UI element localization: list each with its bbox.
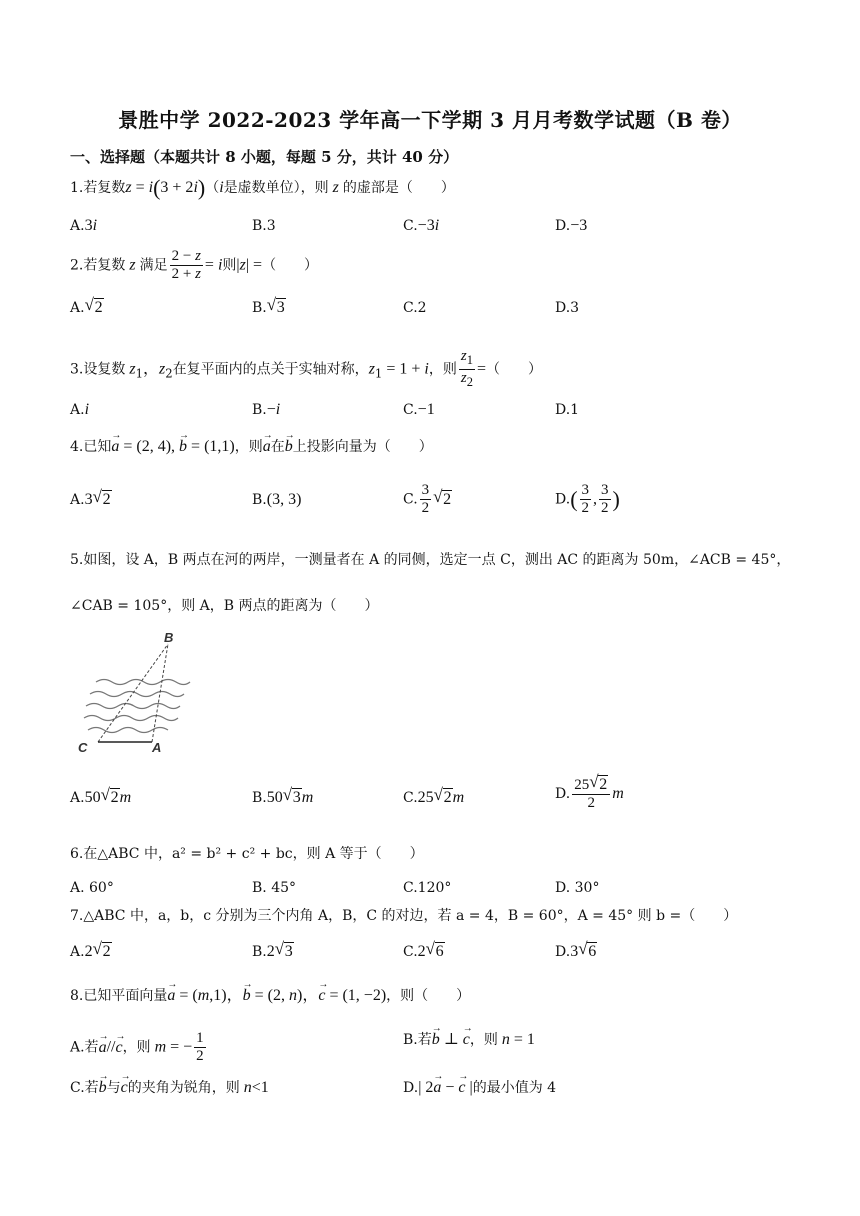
- section-heading: 一、选择题（本题共计 8 小题，每题 5 分，共计 40 分）: [70, 148, 459, 166]
- q4-option-c[interactable]: C. $\frac{3}{2}$ √ 2: [403, 482, 452, 516]
- q8-option-b[interactable]: B.若→ b ⊥ → c，则 n = 1: [403, 1030, 535, 1050]
- label-b: B: [164, 630, 174, 645]
- q1-option-c[interactable]: C.−3i: [403, 217, 440, 234]
- q1-options: [70, 216, 810, 240]
- question-1: 1.若复数z = i(3 + 2i)（i是虚数单位），则 z 的虚部是（ ）: [70, 175, 455, 200]
- q5-option-d[interactable]: D. 25 √ 2 2 m: [555, 772, 624, 811]
- q5-options: [70, 772, 810, 812]
- q3-option-b[interactable]: B.−i: [252, 401, 281, 418]
- q7-options: [70, 939, 810, 966]
- q4-options: [70, 482, 810, 516]
- q2-option-d[interactable]: D.3: [555, 300, 580, 316]
- q6-options: [70, 878, 810, 902]
- q6-option-c[interactable]: C.120°: [403, 880, 452, 896]
- q1-option-b[interactable]: B.3: [252, 218, 276, 234]
- q7-option-b[interactable]: B.2 √ 3: [252, 939, 293, 960]
- q4-option-a[interactable]: A.3 √ 2: [70, 487, 111, 508]
- q7-option-a[interactable]: A.2 √ 2: [70, 939, 111, 960]
- question-6: 6.在△ABC 中，a² = b² + c² + bc，则 A 等于（ ）: [70, 846, 424, 862]
- q6-option-a[interactable]: A. 60°: [70, 880, 114, 896]
- q5-option-b[interactable]: B.50 √ 3m: [252, 785, 314, 806]
- q8-option-a[interactable]: A.若→ a//→ c，则 m = − $\frac{1}{2}$: [70, 1030, 208, 1065]
- q4-option-b[interactable]: B.(3, 3): [252, 491, 302, 508]
- question-7: 7.△ABC 中，a，b，c 分别为三个内角 A，B，C 的对边，若 a = 4，B = 60°，A = 45° 则 b =（ ）: [70, 908, 738, 924]
- q2-option-b[interactable]: B. √ 3: [252, 295, 285, 316]
- exam-title: 景胜中学 2022-2023 学年高一下学期 3 月月考数学试题（B 卷）: [118, 108, 742, 132]
- q8-option-d[interactable]: D.| 2→ a − → c |的最小值为 4: [403, 1078, 556, 1098]
- q6-option-d[interactable]: D. 30°: [555, 880, 600, 896]
- q2-options: [70, 295, 810, 322]
- q3-options: [70, 400, 810, 424]
- question-2: 2.若复数 z 满足 $\frac{2 - z}{2 + z}$ = i则|z| =（ ）: [70, 248, 319, 282]
- q3-option-d[interactable]: D.1: [555, 402, 580, 418]
- question-4: 4.已知→ a = (2, 4), → b = (1,1)，则→ a在→ b上投影向量为（ ）: [70, 437, 433, 457]
- q8-options-row-1: [70, 1030, 810, 1064]
- question-5-line-2: ∠CAB = 105°，则 A，B 两点的距离为（ ）: [70, 598, 379, 614]
- q6-option-b[interactable]: B. 45°: [252, 880, 297, 896]
- q3-option-a[interactable]: A.i: [70, 401, 90, 418]
- river-figure: [76, 628, 196, 758]
- question-5-line-1: 5.如图，设 A，B 两点在河的两岸，一测量者在 A 的同侧，选定一点 C，测出 AC 的距离为 50m，∠ACB = 45°，: [70, 552, 791, 568]
- question-8: 8.已知平面向量→ a = (m,1)，→ b = (2, n)，→ c = (1, −2)，则（ ）: [70, 986, 470, 1006]
- q1-option-a[interactable]: A.3i: [70, 217, 98, 234]
- q5-option-a[interactable]: A.50 √ 2m: [70, 785, 132, 806]
- q7-option-d[interactable]: D.3 √ 6: [555, 939, 597, 960]
- label-a: A: [152, 740, 162, 755]
- q8-option-c[interactable]: C.若→ b与→ c的夹角为锐角，则 n<1: [70, 1078, 269, 1098]
- label-c: C: [78, 740, 88, 755]
- q2-option-a[interactable]: A. √ 2: [70, 295, 103, 316]
- q5-option-c[interactable]: C.25 √ 2m: [403, 785, 465, 806]
- q7-option-c[interactable]: C.2 √ 6: [403, 939, 444, 960]
- q8-options-row-2: [70, 1078, 810, 1102]
- question-3: 3.设复数 $z_1$，$z_2$在复平面内的点关于实轴对称，$z_1 = 1 + i$，则 $\frac{z_1}{z_2}$ =（ ）: [70, 348, 542, 389]
- q4-option-d[interactable]: D.( $\frac{3}{2}$ , $\frac{3}{2}$ ): [555, 482, 620, 516]
- q1-option-d[interactable]: D.−3: [555, 217, 588, 234]
- q3-option-c[interactable]: C.−1: [403, 401, 435, 418]
- q2-option-c[interactable]: C.2: [403, 300, 427, 316]
